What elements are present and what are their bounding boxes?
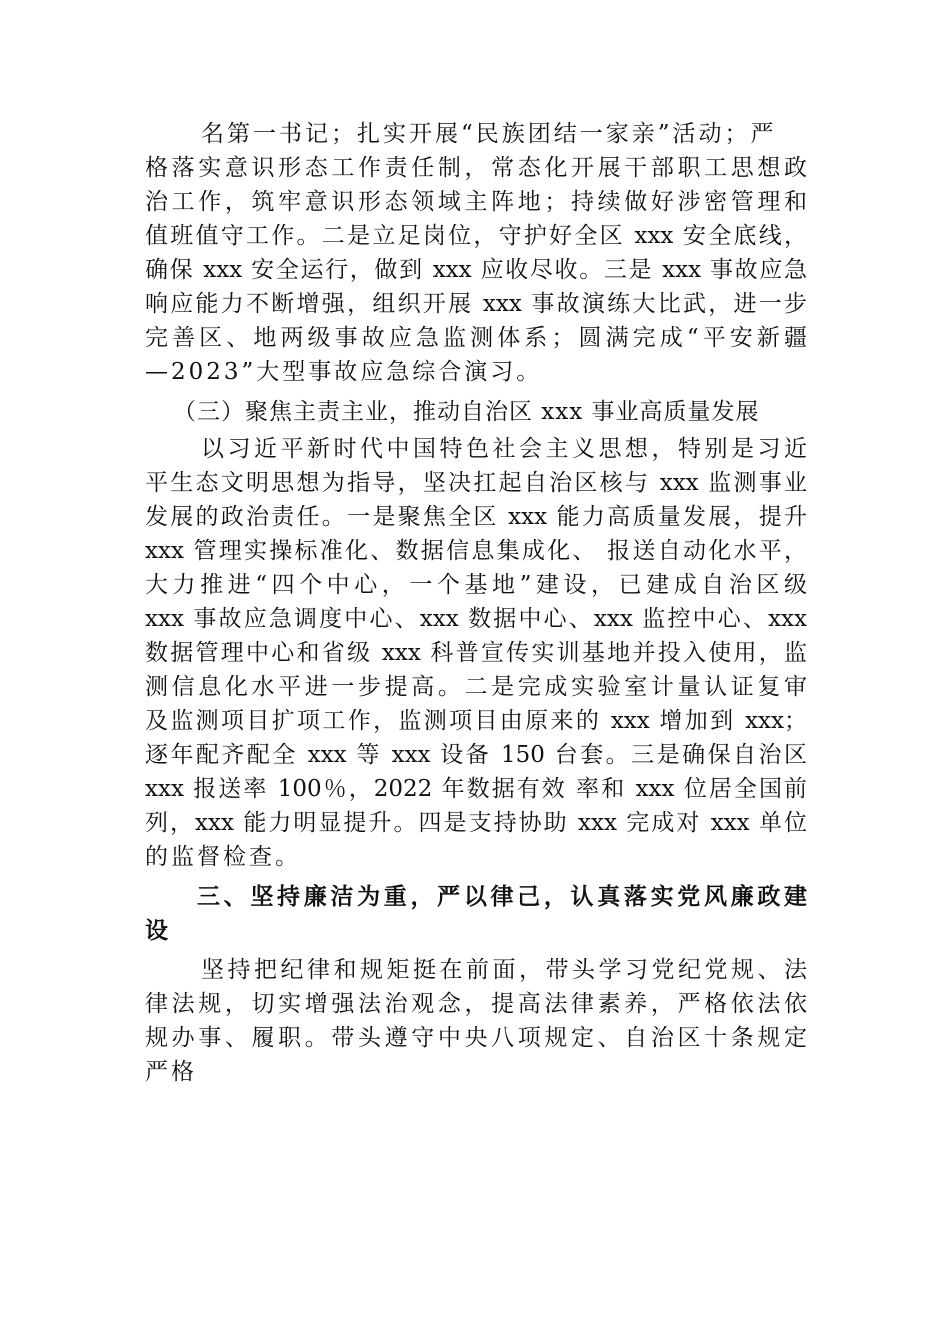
section-heading-line: 设 bbox=[145, 917, 170, 944]
paragraph-line: 格落实意识形态工作责任制，常态化开展干部职工思想政 bbox=[145, 155, 807, 181]
paragraph-line: 数据管理中心和省级 xxx 科普宣传实训基地并投入使用，监 bbox=[145, 640, 807, 666]
subheading: （三）聚焦主责主业，推动自治区 xxx 事业高质量发展 bbox=[173, 399, 760, 425]
paragraph-line: 测信息化水平进一步提高。二是完成实验室计量认证复审 bbox=[145, 674, 807, 700]
paragraph-line: 律法规，切实增强法治观念，提高法律素养，严格依法依 bbox=[145, 991, 807, 1017]
paragraph-line: 治工作，筑牢意识形态领域主阵地；持续做好涉密管理和 bbox=[145, 189, 807, 215]
paragraph-line: 值班值守工作。二是立足岗位，守护好全区 xxx 安全底线， bbox=[145, 223, 807, 249]
paragraph-line: 发展的政治责任。一是聚焦全区 xxx 能力高质量发展，提升 bbox=[145, 504, 807, 530]
paragraph-line: 规办事、履职。带头遵守中央八项规定、自治区十条规定 bbox=[145, 1025, 807, 1051]
paragraph-line: 坚持把纪律和规矩挺在前面，带头学习党纪党规、法 bbox=[201, 957, 807, 983]
paragraph-line: xxx 事故应急调度中心、xxx 数据中心、xxx 监控中心、xxx bbox=[145, 606, 807, 632]
paragraph-line: 平生态文明思想为指导，坚决扛起自治区核与 xxx 监测事业 bbox=[145, 470, 807, 496]
paragraph-line: 响应能力不断增强，组织开展 xxx 事故演练大比武，进一步 bbox=[145, 291, 807, 317]
paragraph-line: 以习近平新时代中国特色社会主义思想，特别是习近 bbox=[201, 436, 807, 462]
paragraph-line: 逐年配齐配全 xxx 等 xxx 设备 150 台套。三是确保自治区 bbox=[145, 742, 807, 768]
section-heading-line: 三、坚持廉洁为重，严以律己，认真落实党风廉政建 bbox=[197, 883, 807, 910]
paragraph-line: 的监督检查。 bbox=[145, 844, 301, 870]
paragraph-line: —2023”大型事故应急综合演习。 bbox=[145, 359, 543, 385]
paragraph-line: 大力推进“四个中心，一个基地”建设，已建成自治区级 bbox=[145, 572, 807, 598]
paragraph-line: 确保 xxx 安全运行，做到 xxx 应收尽收。三是 xxx 事故应急 bbox=[145, 257, 807, 283]
paragraph-line: 完善区、地两级事故应急监测体系；圆满完成“平安新疆 bbox=[145, 325, 807, 351]
paragraph-line: xxx 报送率 100％，2022 年数据有效 率和 xxx 位居全国前 bbox=[145, 776, 807, 802]
paragraph-line: xxx 管理实操标准化、数据信息集成化、 报送自动化水平， bbox=[145, 538, 807, 564]
paragraph-line: 及监测项目扩项工作，监测项目由原来的 xxx 增加到 xxx； bbox=[145, 708, 807, 734]
paragraph-line: 严格 bbox=[145, 1059, 197, 1085]
paragraph-line: 名第一书记；扎实开展“民族团结一家亲”活动；严 bbox=[201, 121, 777, 147]
paragraph-line: 列，xxx 能力明显提升。四是支持协助 xxx 完成对 xxx 单位 bbox=[145, 810, 807, 836]
